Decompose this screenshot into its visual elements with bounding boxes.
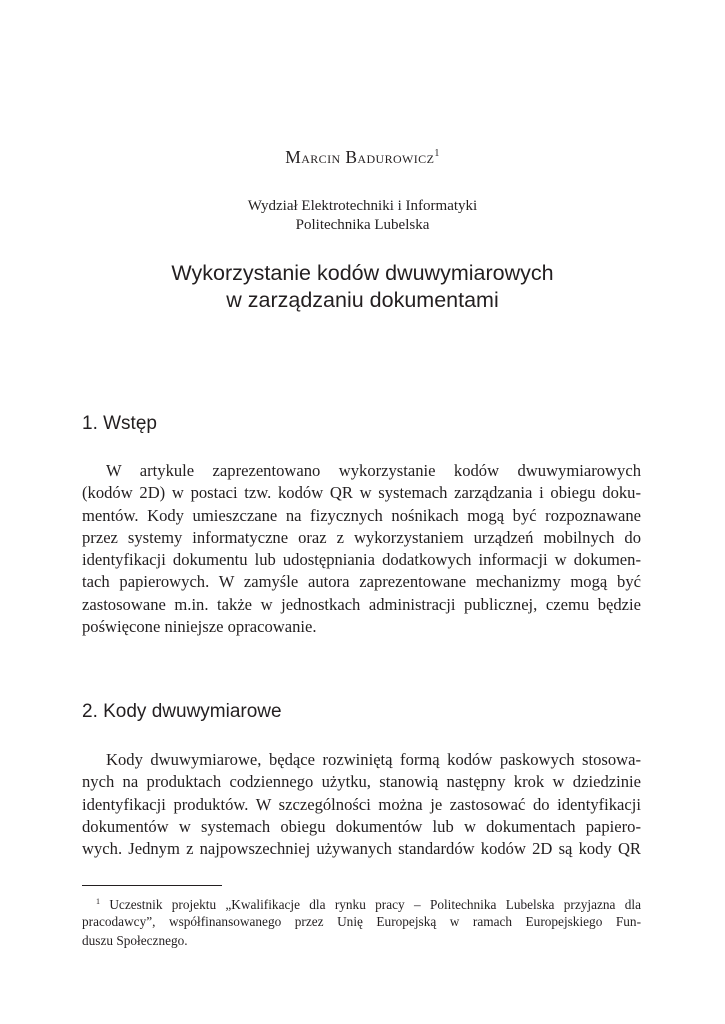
affiliation [0,197,725,235]
body-line: tach papierowych. W zamyśle autora zaprezentowane mechanizmy mogą być [82,572,641,592]
footnote-mark: 1 [96,897,100,906]
body-line: dokumentów w systemach obiegu dokumentów lub w dokumentach papiero- [82,816,641,836]
body-line: Kody dwuwymiarowe, będące rozwiniętą formą kodów paskowych stosowa- [106,750,641,769]
footnote-line: duszu Społecznego. [82,933,188,948]
body-line: identyfikacji produktów. W szczególności można je zastosować do identyfikacji [82,794,641,814]
affiliation-line: Politechnika Lubelska [295,217,430,233]
affiliation-line: Wydział Elektrotechniki i Informatyki [247,198,478,214]
body-line: poświęcone niniejsze opracowanie. [82,617,317,637]
footnote-line [82,892,641,912]
footnote [82,892,641,951]
body-line: mentów. Kody umieszczane na fizycznych nośnikach mogą być rozpoznawane [82,505,641,525]
body-line: przez systemy informatyczne oraz z wykorzystaniem urządzeń mobilnych do [82,527,641,547]
body-line: zastosowane m.in. także w jednostkach administracji publicznej, czemu będzie [82,594,641,614]
section-heading-intro: 1. Wstęp [82,413,157,434]
footnote-line: pracodawcy”, współfinansowanego przez Unię Europejską w ramach Europejskiego Fun- [82,913,641,929]
footnote-text: Uczestnik projektu „Kwalifikacje dla rynku pracy – Politechnika Lubelska przyjazna dla [109,897,641,912]
section-heading-2d-codes: 2. Kody dwuwymiarowe [82,701,282,722]
paper-title [0,260,725,314]
body-line: nych na produktach codziennego użytku, stanowią następny krok w dziedzinie [82,772,641,792]
title-line: Wykorzystanie kodów dwuwymiarowych [171,261,554,285]
body-line: W artykule zaprezentowano wykorzystanie kodów dwuwymiarowych [106,461,641,480]
section-body-2d-codes [82,749,641,860]
author-footnote-mark: 1 [434,148,440,159]
footnote-separator [82,885,222,886]
body-line: wych. Jednym z najpowszechniej używanych standardów kodów 2D są kody QR [82,839,641,859]
author-name [0,147,725,168]
body-line: (kodów 2D) w postaci tzw. kodów QR w systemach zarządzania i obiegu doku- [82,483,641,503]
section-body-intro [82,460,641,638]
author-name-text: Marcin Badurowicz [285,147,435,167]
title-line: w zarządzaniu dokumentami [226,288,499,312]
body-line: identyfikacji dokumentu lub udostępniania dodatkowych informacji w dokumen- [82,550,641,570]
